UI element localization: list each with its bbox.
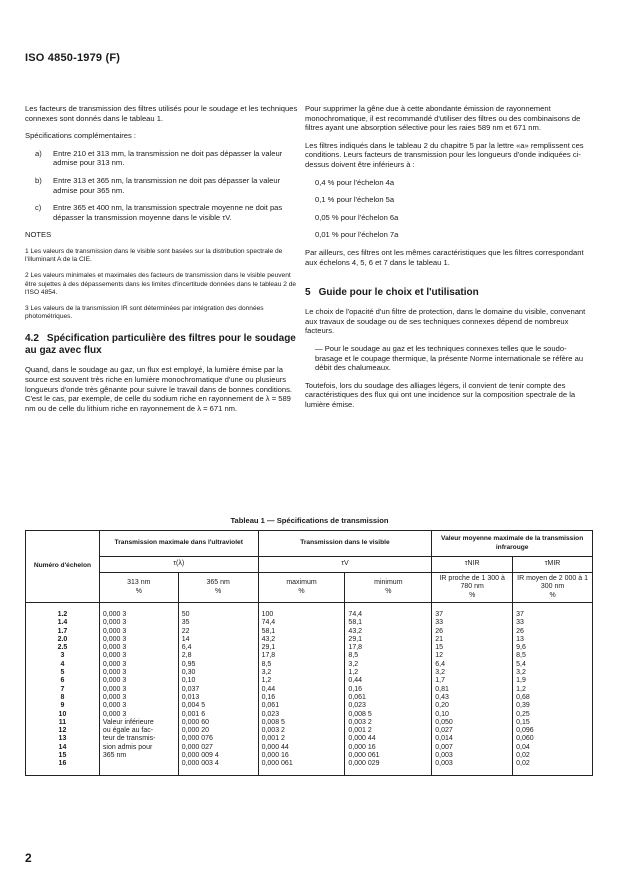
table-cell: 0,003 [432, 760, 513, 775]
subheader-cell [258, 573, 345, 603]
table-cell: 0,037 [178, 686, 258, 694]
table-cell: 0,096 [513, 727, 593, 735]
table-cell: 10 [26, 711, 100, 719]
table-cell: 0,16 [345, 686, 432, 694]
spec-item-text: Entre 365 et 400 nm, la transmission spectrale moyenne ne doit pas dépasser la transmission moyenne dans le visible τV. [53, 203, 283, 222]
table-row [26, 669, 593, 677]
table-cell: Valeur inférieure [99, 719, 178, 727]
table-body [26, 603, 593, 776]
table-row [26, 619, 593, 627]
table-row [26, 652, 593, 660]
table-row [26, 603, 593, 620]
table-cell: 0,000 3 [99, 702, 178, 710]
table-cell: 7 [26, 686, 100, 694]
table-cell: 6 [26, 677, 100, 685]
table-cell: 0,060 [513, 735, 593, 743]
column-group-uv [99, 531, 258, 557]
table-cell: 8 [26, 694, 100, 702]
table-cell: 0,04 [513, 744, 593, 752]
table-cell: 43,2 [258, 636, 345, 644]
table-cell: 50 [178, 603, 258, 620]
subheader-cell [513, 573, 593, 603]
table-cell: 1.4 [26, 619, 100, 627]
subheader-label: maximum [286, 579, 317, 587]
table-cell: 0,014 [432, 735, 513, 743]
subheader-cell [178, 573, 258, 603]
group-title: Transmission dans le visible [300, 539, 390, 547]
table-cell: 5,4 [513, 661, 593, 669]
note-item: 3 Les valeurs de la transmission IR sont déterminées par intégration des données photométriques. [25, 304, 264, 321]
notes-title: NOTES [25, 230, 52, 240]
level-item: 0,4 % pour l'échelon 4a [315, 177, 395, 187]
table-cell: 0,15 [513, 719, 593, 727]
table-cell: 365 nm [99, 752, 178, 760]
table-row [26, 711, 593, 719]
table-cell: 0,000 44 [345, 735, 432, 743]
table-cell: 0,000 3 [99, 603, 178, 620]
table-row [26, 752, 593, 760]
unit-label: % [549, 591, 556, 599]
table-row [26, 661, 593, 669]
spec-item [25, 149, 298, 168]
note-item: 2 Les valeurs minimales et maximales des facteurs de transmission dans le visible peuvent être sujettes à des dépassements dans les limites d'incertitude données dans le tableau 2 de l'ISO 4854. [25, 272, 297, 296]
table-cell: 5 [26, 669, 100, 677]
table-cell: 0,81 [432, 686, 513, 694]
table-cell: 0,061 [345, 694, 432, 702]
symbol-uv: τ(λ) [99, 557, 258, 573]
table-cell: 74,4 [345, 603, 432, 620]
level-item: 0,01 % pour l'échelon 7a [315, 230, 399, 240]
table-cell: 0,000 027 [178, 744, 258, 752]
table-cell: 0,000 3 [99, 686, 178, 694]
table-cell: 6,4 [432, 661, 513, 669]
spec-item-label: b) [35, 175, 42, 185]
table-cell: 0,000 16 [258, 752, 345, 760]
section-5-paragraph-1: Le choix de l'opacité d'un filtre de protection, dans le domaine du visible, convenant aux travaux de soudage ou de ses techniques connexes dépend de nombreux facteurs. [305, 307, 586, 336]
left-column [25, 104, 298, 421]
group-title: Transmission maximale dans l'ultraviolet [114, 539, 243, 547]
table-cell: 0,000 60 [178, 719, 258, 727]
table-cell: 58,1 [345, 619, 432, 627]
table-cell: 2.0 [26, 636, 100, 644]
spec-title: Spécifications complémentaires : [25, 131, 137, 141]
table-cell: 15 [432, 644, 513, 652]
table-cell: 4 [26, 661, 100, 669]
unit-label: % [385, 587, 392, 595]
table-cell: 17,8 [258, 652, 345, 660]
table-cell: 0,20 [432, 702, 513, 710]
table-cell: 8,5 [258, 661, 345, 669]
section-5-paragraph-3: Toutefois, lors du soudage des alliages légers, il convient de tenir compte des caractéristiques des flux qui ont une incidence sur la composition spectrale de la lumière émise. [305, 380, 576, 409]
table-cell: 9 [26, 702, 100, 710]
table-cell: 0,95 [178, 661, 258, 669]
table-cell: 0,001 2 [258, 735, 345, 743]
table-cell: 0,000 3 [99, 669, 178, 677]
table-cell: 0,44 [345, 677, 432, 685]
table-cell: 14 [178, 636, 258, 644]
page-number: 2 [25, 851, 32, 865]
table-cell: 0,000 44 [258, 744, 345, 752]
table-cell: 37 [513, 603, 593, 620]
level-item: 0,1 % pour l'échelon 5a [315, 195, 395, 205]
table-cell: 13 [26, 735, 100, 743]
table-cell: 0,10 [178, 677, 258, 685]
table-cell: 3,2 [432, 669, 513, 677]
table-cell [99, 760, 178, 775]
subheader-label: IR proche de 1 300 à 780 nm [439, 575, 505, 591]
subheader-label: minimum [374, 579, 403, 587]
note-item: 1 Les valeurs de transmission dans le visible sont basées sur la distribution spectrale de l'illuminant A de la CIE. [25, 247, 283, 264]
right-paragraph-3: Par ailleurs, ces filtres ont les mêmes caractéristiques que les filtres correspondant aux échelons 4, 5, 6 et 7 dans le tableau 1. [305, 247, 584, 267]
table-cell: 0,000 3 [99, 619, 178, 627]
column-group-ir [432, 531, 593, 557]
table-cell: 0,000 3 [99, 628, 178, 636]
table-cell: 0,02 [513, 760, 593, 775]
symbol-visible: τV [258, 557, 432, 573]
table-cell: 29,1 [258, 644, 345, 652]
unit-label: % [298, 587, 305, 595]
table-row [26, 644, 593, 652]
table-row [26, 735, 593, 743]
table-cell: 0,02 [513, 752, 593, 760]
table-cell: 1.2 [26, 603, 100, 620]
symbol-nir: τNIR [432, 557, 513, 573]
table-cell: 1,2 [258, 677, 345, 685]
table-cell: 29,1 [345, 636, 432, 644]
table-cell: 58,1 [258, 628, 345, 636]
table-row [26, 719, 593, 727]
table-cell: 1,2 [513, 686, 593, 694]
section-title: Guide pour le choix et l'utilisation [318, 287, 479, 299]
table-cell: 0,000 3 [99, 677, 178, 685]
table-cell: 0,000 3 [99, 636, 178, 644]
table-row [26, 727, 593, 735]
table-cell: 13 [513, 636, 593, 644]
table-cell: 1,7 [432, 677, 513, 685]
table-cell: 0,000 3 [99, 652, 178, 660]
table-cell: 0,000 3 [99, 694, 178, 702]
table-cell: 0,001 6 [178, 711, 258, 719]
table-cell: 0,000 009 4 [178, 752, 258, 760]
unit-label: % [215, 587, 222, 595]
table-cell: 0,30 [178, 669, 258, 677]
table-cell: 0,003 2 [258, 727, 345, 735]
section-number: 5 [305, 287, 311, 299]
level-item: 0,05 % pour l'échelon 6a [315, 212, 399, 222]
table-cell: 0,000 3 [99, 711, 178, 719]
table-cell: 0,003 [432, 752, 513, 760]
table-cell: 0,68 [513, 694, 593, 702]
table-cell: 1,2 [345, 669, 432, 677]
table-cell: 0,25 [513, 711, 593, 719]
table-cell: 0,10 [432, 711, 513, 719]
table-cell: 22 [178, 628, 258, 636]
notes-list [25, 248, 298, 321]
unit-label: % [135, 587, 142, 595]
spec-item-label: c) [35, 203, 42, 213]
table-cell: sion admis pour [99, 744, 178, 752]
table-cell: 21 [432, 636, 513, 644]
subheader-label: IR moyen de 2 000 à 1 300 nm [517, 575, 588, 591]
subheader-cell [99, 573, 178, 603]
right-column [305, 104, 588, 417]
table-cell: 0,013 [178, 694, 258, 702]
table-cell: 0,16 [258, 694, 345, 702]
subheader-label: 313 nm [127, 579, 151, 587]
table-cell: 0,003 2 [345, 719, 432, 727]
table-cell: 33 [432, 619, 513, 627]
table-cell: 0,061 [258, 702, 345, 710]
table-cell: ou égale au fac- [99, 727, 178, 735]
table-cell: 0,000 003 4 [178, 760, 258, 775]
table-row [26, 677, 593, 685]
table-cell: 0,000 029 [345, 760, 432, 775]
table-cell: 9,6 [513, 644, 593, 652]
table-cell: 0,004 5 [178, 702, 258, 710]
table-cell: 0,008 5 [345, 711, 432, 719]
table-cell: 0,44 [258, 686, 345, 694]
subheader-row [26, 573, 593, 603]
table-cell: 0,39 [513, 702, 593, 710]
table-cell: 100 [258, 603, 345, 620]
column-group-visible [258, 531, 432, 557]
section-title: Spécification particulière des filtres pour le soudage au gaz avec flux [25, 333, 296, 357]
table-cell: 0,000 061 [345, 752, 432, 760]
spec-item-label: a) [35, 148, 42, 158]
table-cell: 2,8 [178, 652, 258, 660]
table-cell: 0,000 076 [178, 735, 258, 743]
table-cell: 15 [26, 752, 100, 760]
section-4-2-heading [25, 333, 298, 357]
table-cell: 0,008 5 [258, 719, 345, 727]
table-cell: 17,8 [345, 644, 432, 652]
table-cell: 0,050 [432, 719, 513, 727]
table-row [26, 686, 593, 694]
table-cell: 11 [26, 719, 100, 727]
table-cell: 43,2 [345, 628, 432, 636]
section-5-heading [305, 287, 588, 299]
table-title: Tableau 1 — Spécifications de transmission [230, 516, 389, 525]
table-cell: 16 [26, 760, 100, 775]
table-cell: 0,027 [432, 727, 513, 735]
subheader-cell [432, 573, 513, 603]
transmission-table [25, 530, 593, 776]
table-cell: 8,5 [345, 652, 432, 660]
document-header: ISO 4850-1979 (F) [25, 52, 121, 64]
table-cell: 1.7 [26, 628, 100, 636]
table-cell: 0,000 3 [99, 661, 178, 669]
table-cell: 3,2 [345, 661, 432, 669]
section-number: 4.2 [25, 333, 39, 345]
table-cell: 26 [432, 628, 513, 636]
table-cell: 0,007 [432, 744, 513, 752]
table-cell: 2.5 [26, 644, 100, 652]
table-cell: 37 [432, 603, 513, 620]
section-4-2-text: Quand, dans le soudage au gaz, un flux est employé, la lumière émise par la source est souvent très riche en lumière monochromatique d'une ou plusieurs longueurs d'onde très gênante pour suivre le travail dans de bonnes conditions. C'est le cas, par exemple, de celle du sodium riche en rayonnement de λ = 589 nm ou de celle du lithium riche en rayonnement de λ = 671 nm. [25, 365, 292, 413]
table-cell: 1,9 [513, 677, 593, 685]
column-header-numero: Numéro d'échelon [26, 531, 100, 603]
table-cell: 8,5 [513, 652, 593, 660]
subheader-cell [345, 573, 432, 603]
spec-item-text: Entre 313 et 365 nm, la transmission ne doit pas dépasser la valeur admise pour 365 nm. [53, 175, 281, 195]
table-cell: 33 [513, 619, 593, 627]
table-cell: teur de transmis- [99, 735, 178, 743]
group-title: Valeur moyenne maximale de la transmission infrarouge [441, 535, 584, 551]
symbol-mir: τMIR [513, 557, 593, 573]
table-cell: 6,4 [178, 644, 258, 652]
subheader-label: 365 nm [206, 579, 230, 587]
table-cell: 0,000 3 [99, 644, 178, 652]
table-cell: 12 [432, 652, 513, 660]
table-row [26, 694, 593, 702]
table-cell: 3,2 [513, 669, 593, 677]
right-paragraph-2: Les filtres indiqués dans le tableau 2 du chapitre 5 par la lettre «a» remplissent ces conditions. Leurs facteurs de transmission pour les longueurs d'onde indiquées ci-dessus doivent être inférieurs à : [305, 140, 584, 169]
spec-item [25, 203, 298, 222]
table-cell: 0,000 061 [258, 760, 345, 775]
table-cell: 35 [178, 619, 258, 627]
spec-item-text: Entre 210 et 313 mm, la transmission ne doit pas dépasser la valeur admise pour 313 nm. [53, 148, 283, 168]
section-5-paragraph-2: — Pour le soudage au gaz et les techniques connexes telles que le soudo-brasage et le coupage thermique, la présente Norme internationale se réfère au débit des chalumeaux. [315, 343, 584, 373]
table-row [26, 628, 593, 636]
intro-paragraph: Les facteurs de transmission des filtres utilisés pour le soudage et les techniques connexes sont donnés dans le tableau 1. [25, 104, 298, 123]
table-cell: 0,43 [432, 694, 513, 702]
table-row [26, 744, 593, 752]
table-cell: 3,2 [258, 669, 345, 677]
table-row [26, 702, 593, 710]
level-list [305, 178, 588, 240]
table-cell: 0,023 [258, 711, 345, 719]
table-cell: 12 [26, 727, 100, 735]
table-cell: 0,001 2 [345, 727, 432, 735]
table-row [26, 636, 593, 644]
table-cell: 0,023 [345, 702, 432, 710]
table-cell: 0,000 20 [178, 727, 258, 735]
spec-item [25, 176, 298, 195]
right-paragraph-1: Pour supprimer la gêne due à cette abondante émission de rayonnement monochromatique, il est recommandé d'utiliser des filtres ou des combinaisons de filtres ayant une absorption sélective pour les raies 589 nm et 671 nm. [305, 104, 581, 133]
table-cell: 3 [26, 652, 100, 660]
table-cell: 14 [26, 744, 100, 752]
table-cell: 0,000 16 [345, 744, 432, 752]
table-cell: 26 [513, 628, 593, 636]
spec-items [25, 149, 298, 223]
table-cell: 74,4 [258, 619, 345, 627]
table-row [26, 760, 593, 775]
unit-label: % [469, 591, 476, 599]
